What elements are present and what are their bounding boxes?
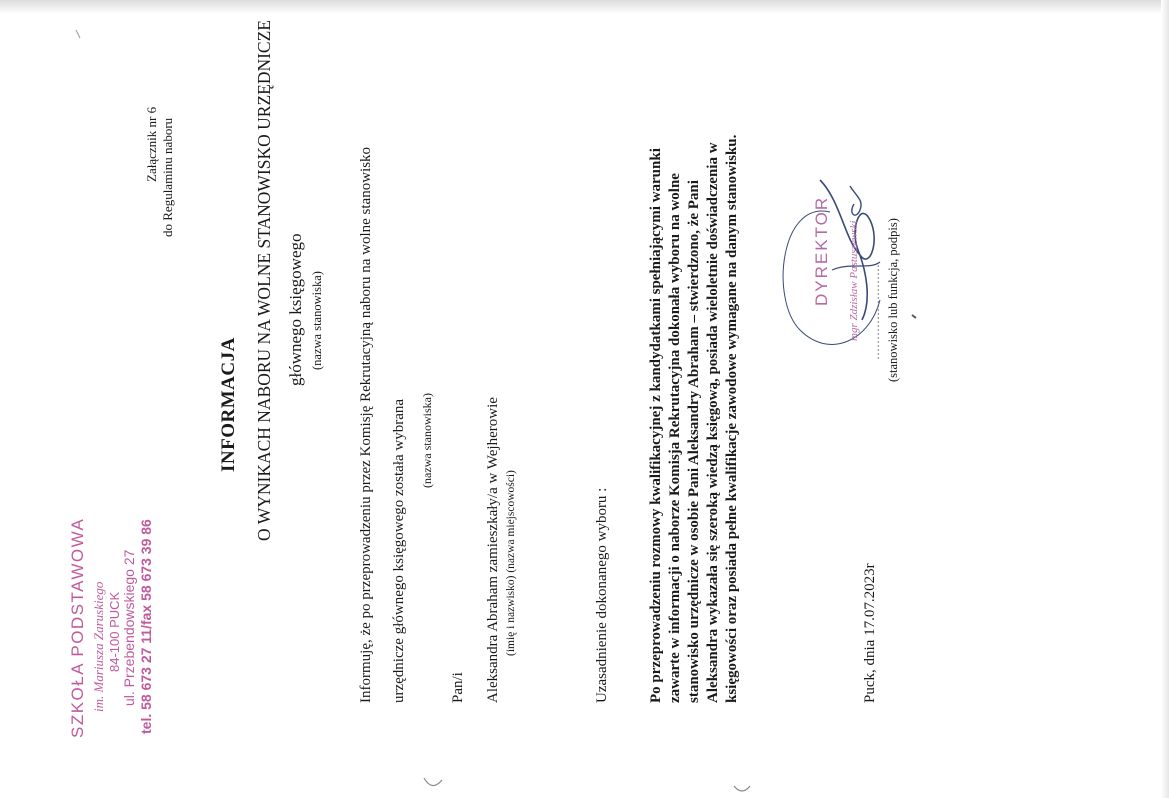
document-subtitle: O WYNIKACH NABORU NA WOLNE STANOWISKO URZĘDNICZE — [254, 20, 274, 541]
body-line-1: Informuję, że po przeprowadzeniu przez Komisję Rekrutacyjną naboru na wolne stanowisko — [358, 146, 374, 703]
signature-line: …………………… — [868, 264, 882, 360]
staple-hole-mark — [424, 778, 442, 786]
justification-line: Aleksandra wykazała się szeroką wiedzą księgową, posiada wieloletnie doświadczenia w — [705, 142, 721, 703]
justification-line: Po przeprowadzeniu rozmowy kwalifikacyjnej z kandydatkami spełniającymi warunki — [648, 148, 664, 703]
salutation: Pan/i — [450, 672, 466, 703]
signature-caption: (stanowisko lub funkcja, podpis) — [886, 218, 900, 382]
justification-label: Uzasadnienie dokonanego wyboru : — [594, 487, 610, 703]
director-stamp-name: mgr Zdzisław Pastuszewski — [848, 220, 860, 341]
attachment-regulation: do Regulaminu naboru — [160, 117, 175, 237]
scan-speck — [76, 30, 80, 38]
school-stamp-street: ul. Przebendowskiego 27 — [121, 549, 137, 706]
director-stamp-title: DYREKTOR — [812, 195, 831, 306]
place-and-date: Puck, dnia 17.07.2023r — [862, 563, 878, 703]
school-stamp-phone: tel. 58 673 27 11/fax 58 673 39 86 — [138, 519, 154, 734]
school-stamp-name: SZKOŁA PODSTAWOWA — [68, 517, 87, 738]
staple-hole-mark — [734, 786, 750, 791]
attachment-number: Załącznik nr 6 — [144, 106, 159, 182]
position-caption: (nazwa stanowiska) — [310, 271, 324, 370]
ink-dot — [912, 315, 916, 318]
name-caption: (imię i nazwisko) (nazwa miejscowości) — [505, 470, 517, 656]
position-caption-2: (nazwa stanowiska) — [420, 393, 434, 488]
justification-line: księgowości oraz posiada pełne kwalifikacje zawodowe wymagane na danym stanowisku. — [724, 134, 740, 703]
position-name: głównego księgowego — [286, 233, 305, 386]
justification-line: stanowisko urzędnicze w osobie Pani Aleksandry Abraham – stwierdzono, że Pani — [686, 180, 702, 703]
signature-stroke — [850, 186, 861, 215]
document-title: INFORMACJA — [218, 337, 239, 472]
justification-paragraph — [647, 135, 742, 703]
body-line-2: urzędnicze głównego księgowego została wybrana — [391, 398, 407, 703]
school-stamp-patron: im. Mariusza Zaruskiego — [91, 581, 106, 712]
selected-person: Aleksandra Abraham zamieszkały/a w Wejherowie — [485, 397, 501, 703]
school-stamp-postcode: 84-100 PUCK — [107, 591, 122, 672]
justification-line: zawarte w informacji o naborze Komisja Rekrutacyjna dokonała wyboru na wolne — [667, 173, 683, 703]
